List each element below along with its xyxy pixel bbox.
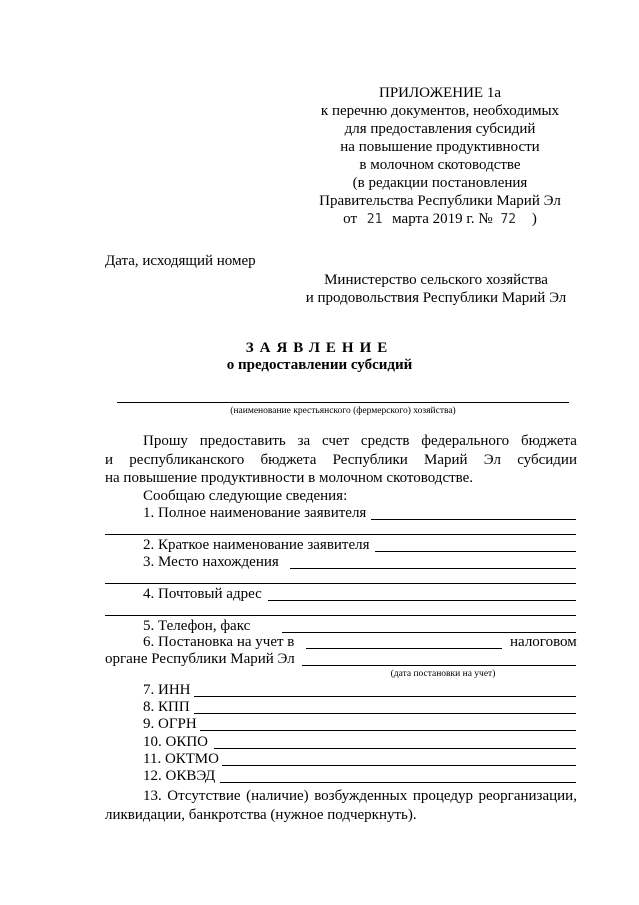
appendix-header — [300, 84, 580, 229]
info-intro: Сообщаю следующие сведения: — [143, 488, 348, 504]
kpp-field[interactable] — [194, 713, 576, 714]
word: Отсутствие — [167, 788, 241, 804]
postal-address-field[interactable] — [268, 600, 576, 601]
handwritten-day: 21 — [366, 212, 383, 227]
handwritten-number: 72 — [500, 212, 517, 227]
item-13-line-2: ликвидации, банкротства (нужное подчеркнуть). — [105, 806, 417, 823]
inn-field[interactable] — [194, 696, 576, 697]
postal-address-field-continued[interactable] — [105, 615, 576, 616]
oktmo-label: 11. ОКТМО — [143, 751, 219, 767]
word: Эл — [483, 451, 501, 468]
appendix-title: ПРИЛОЖЕНИЕ 1а — [379, 85, 501, 101]
word: счет — [321, 433, 350, 449]
farm-name-hint: (наименование крестьянского (фермерского) хозяйства) — [230, 406, 456, 416]
location-label: 3. Место нахождения — [143, 554, 279, 570]
registration-date-field[interactable] — [302, 665, 576, 666]
addressee-block — [280, 271, 592, 307]
appendix-line: к перечню документов, необходимых — [320, 103, 560, 119]
request-line-1 — [105, 432, 577, 451]
okpo-field[interactable] — [214, 748, 576, 749]
word: Республики — [332, 451, 408, 468]
tax-registration-suffix: налоговом — [510, 634, 577, 650]
word: субсидии — [517, 451, 577, 468]
word: республиканского — [129, 451, 245, 468]
full-name-label: 1. Полное наименование заявителя — [143, 505, 367, 521]
farm-name-field[interactable] — [117, 402, 569, 403]
word: реорганизации, — [478, 788, 577, 804]
word: Прошу — [143, 433, 188, 449]
appendix-line: для предоставления субсидий — [344, 121, 536, 137]
close-paren: ) — [531, 211, 537, 227]
tax-registration-label: 6. Постановка на учет в — [143, 634, 295, 650]
word: и — [105, 451, 114, 468]
word: средств — [360, 433, 410, 449]
phone-fax-field[interactable] — [282, 632, 576, 633]
okved-label: 12. ОКВЭД — [143, 768, 216, 784]
request-paragraph — [105, 432, 577, 488]
date-prefix: от — [343, 211, 357, 227]
short-name-field[interactable] — [375, 551, 576, 552]
word: предоставить — [199, 433, 286, 449]
appendix-line: (в редакции постановления — [352, 175, 528, 191]
appendix-line: Правительства Республики Марий Эл — [319, 193, 561, 209]
word: процедур — [412, 788, 473, 804]
short-name-label: 2. Краткое наименование заявителя — [143, 537, 370, 553]
request-line-2 — [105, 451, 577, 470]
okved-field[interactable] — [220, 782, 576, 783]
word: бюджета — [520, 433, 577, 449]
inn-label: 7. ИНН — [143, 682, 191, 698]
full-name-field-continued[interactable] — [105, 534, 576, 535]
word: бюджета — [260, 451, 317, 468]
tax-registration-field[interactable] — [306, 648, 502, 649]
request-line-3: на повышение продуктивности в молочном скотоводстве. — [105, 470, 474, 486]
word: 13. — [143, 788, 162, 804]
phone-fax-label: 5. Телефон, факс — [143, 618, 251, 634]
date-outgoing-number-label: Дата, исходящий номер — [105, 253, 256, 269]
word: федерального — [421, 433, 510, 449]
location-field[interactable] — [290, 568, 576, 569]
full-name-field[interactable] — [371, 519, 576, 520]
word: Марий — [424, 451, 468, 468]
word: возбужденных — [314, 788, 408, 804]
ogrn-label: 9. ОГРН — [143, 716, 197, 732]
title-text: ЗАЯВЛЕНИЕ — [245, 340, 394, 356]
appendix-date-line — [300, 210, 580, 229]
kpp-label: 8. КПП — [143, 699, 190, 715]
addressee-line: Министерство сельского хозяйства — [324, 272, 548, 288]
tax-authority-label: органе Республики Марий Эл — [105, 651, 295, 667]
word: (наличие) — [246, 788, 309, 804]
item-13-paragraph — [105, 787, 577, 824]
registration-date-hint: (дата постановки на учет) — [390, 669, 496, 679]
oktmo-field[interactable] — [222, 765, 576, 766]
addressee-line: и продовольствия Республики Марий Эл — [305, 290, 567, 306]
document-title — [0, 340, 639, 357]
item-13-line-1 — [105, 787, 577, 806]
word: за — [297, 433, 311, 449]
location-field-continued[interactable] — [105, 583, 576, 584]
month-year: марта 2019 г. № — [392, 211, 493, 227]
ogrn-field[interactable] — [200, 730, 576, 731]
appendix-line: в молочном скотоводстве — [359, 157, 521, 173]
okpo-label: 10. ОКПО — [143, 734, 209, 750]
postal-address-label: 4. Почтовый адрес — [143, 586, 262, 602]
appendix-line: на повышение продуктивности — [340, 139, 540, 155]
document-subtitle: о предоставлении субсидий — [226, 357, 413, 373]
